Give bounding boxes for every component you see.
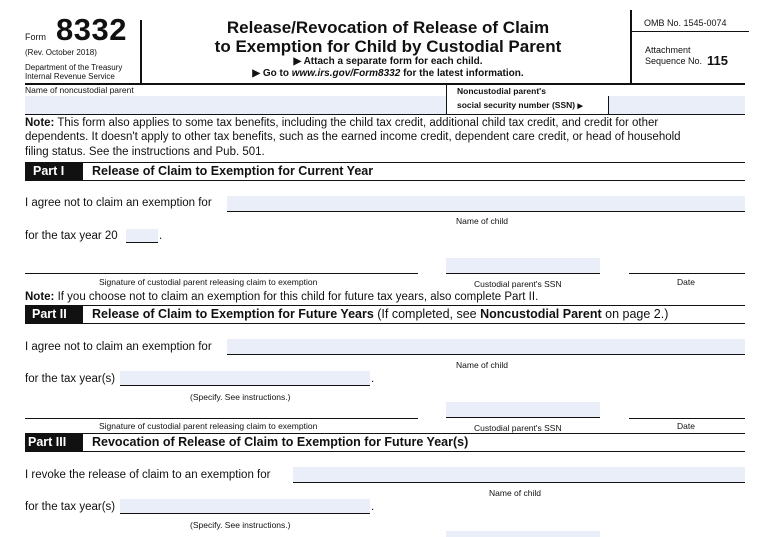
form-number: 8332 bbox=[56, 12, 127, 47]
instruction-attach bbox=[150, 56, 626, 67]
instruction-attach-text: Attach a separate form for each child. bbox=[303, 56, 483, 67]
note-part2-reminder bbox=[25, 291, 538, 303]
part2-signature-caption: Signature of custodial parent releasing claim to exemption bbox=[99, 421, 318, 431]
note-text-1: This form also applies to some tax benefits, including the child tax credit, additional child tax credit, and credit for other bbox=[54, 117, 659, 129]
instruction-website-prefix: Go to bbox=[262, 68, 292, 79]
department-line: Department of the Treasury bbox=[25, 63, 123, 72]
part1-signature-caption: Signature of custodial parent releasing claim to exemption bbox=[99, 277, 318, 287]
part2-tax-years-input[interactable] bbox=[120, 371, 370, 386]
part2-tax-years-label: for the tax year(s) bbox=[25, 373, 116, 385]
instruction-website bbox=[150, 68, 626, 79]
sequence-label: Sequence No. bbox=[645, 56, 703, 66]
part2-custodial-ssn-input[interactable] bbox=[446, 402, 600, 418]
irs-line: Internal Revenue Service bbox=[25, 72, 115, 81]
part2-child-name-input[interactable] bbox=[227, 339, 745, 355]
part1-child-name-caption: Name of child bbox=[456, 216, 508, 226]
attachment-label: Attachment bbox=[645, 45, 691, 55]
part3-tax-years-period: . bbox=[371, 501, 375, 513]
parent-row-bottom-rule bbox=[25, 114, 745, 115]
part1-custodial-ssn-input[interactable] bbox=[446, 258, 600, 274]
sequence-number: 115 bbox=[707, 53, 728, 68]
part3-specify-caption: (Specify. See instructions.) bbox=[190, 520, 291, 530]
part1-header bbox=[25, 162, 745, 181]
part3-badge: Part III bbox=[25, 434, 83, 451]
part2-date-line[interactable] bbox=[629, 418, 745, 419]
triangle-bullet-icon: ▶ bbox=[252, 68, 261, 79]
irs-website-link[interactable]: www.irs.gov/Form8332 bbox=[291, 68, 401, 79]
part1-date-caption: Date bbox=[677, 277, 695, 287]
part1-tax-year-label: for the tax year 20 bbox=[25, 230, 118, 242]
note-part2-text: If you choose not to claim an exemption for this child for future tax years, also complete Part II. bbox=[54, 291, 539, 303]
noncustodial-ssn-label-line1: Noncustodial parent's bbox=[457, 86, 546, 96]
header-divider-left bbox=[140, 20, 142, 83]
triangle-bullet-icon: ▶ bbox=[577, 103, 583, 110]
note-line-2: dependents. It doesn't apply to other tax benefits, such as the earned income credit, dependent care credit, or head of household bbox=[25, 131, 681, 143]
noncustodial-ssn-label-line2 bbox=[457, 100, 583, 110]
part2-specify-caption: (Specify. See instructions.) bbox=[190, 392, 291, 402]
omb-number: OMB No. 1545-0074 bbox=[644, 18, 727, 28]
part3-custodial-ssn-input[interactable] bbox=[446, 531, 600, 537]
part2-title-tail-bold: Noncustodial Parent bbox=[480, 307, 602, 321]
part3-tax-years-label: for the tax year(s) bbox=[25, 501, 116, 513]
triangle-bullet-icon: ▶ bbox=[293, 56, 302, 67]
note-line-1 bbox=[25, 117, 658, 129]
part2-title bbox=[92, 306, 668, 323]
noncustodial-ssn-label-text: social security number (SSN) bbox=[457, 100, 576, 110]
part1-badge: Part I bbox=[25, 163, 83, 180]
noncustodial-ssn-input[interactable] bbox=[609, 96, 745, 114]
noncustodial-name-label: Name of noncustodial parent bbox=[25, 85, 134, 95]
part3-child-name-caption: Name of child bbox=[489, 488, 541, 498]
form-word: Form bbox=[25, 32, 46, 42]
form-revision: (Rev. October 2018) bbox=[25, 48, 97, 57]
part2-title-tail-1: (If completed, see bbox=[373, 307, 481, 321]
part2-title-main: Release of Claim to Exemption for Future Years bbox=[92, 307, 374, 321]
part1-agree-label: I agree not to claim an exemption for bbox=[25, 197, 212, 209]
part2-child-name-caption: Name of child bbox=[456, 360, 508, 370]
part1-title: Release of Claim to Exemption for Current Year bbox=[92, 164, 374, 178]
part3-revoke-label: I revoke the release of claim to an exemption for bbox=[25, 469, 271, 481]
part1-signature-line[interactable] bbox=[25, 273, 418, 274]
part2-tax-years-period: . bbox=[371, 373, 375, 385]
part1-child-name-input[interactable] bbox=[227, 196, 745, 212]
part2-badge: Part II bbox=[25, 306, 83, 323]
part2-signature-line[interactable] bbox=[25, 418, 418, 419]
part2-date-caption: Date bbox=[677, 421, 695, 431]
part2-title-tail-2: on page 2.) bbox=[601, 307, 669, 321]
noncustodial-name-input[interactable] bbox=[25, 96, 446, 114]
part3-child-name-input[interactable] bbox=[293, 467, 745, 483]
part1-tax-year-input[interactable] bbox=[126, 229, 158, 243]
part1-tax-year-period: . bbox=[159, 230, 163, 242]
instruction-website-suffix: for the latest information. bbox=[400, 68, 524, 79]
note-line-3: filing status. See the instructions and Pub. 501. bbox=[25, 146, 265, 158]
part1-date-line[interactable] bbox=[629, 273, 745, 274]
part3-tax-years-input[interactable] bbox=[120, 499, 370, 514]
omb-underline bbox=[631, 31, 749, 32]
part2-agree-label: I agree not to claim an exemption for bbox=[25, 341, 212, 353]
name-ssn-divider bbox=[446, 84, 447, 114]
part3-header bbox=[25, 433, 745, 452]
form-title-line1: Release/Revocation of Release of Claim bbox=[226, 18, 550, 37]
part3-title: Revocation of Release of Claim to Exemption for Future Year(s) bbox=[92, 435, 469, 449]
part2-ssn-caption: Custodial parent's SSN bbox=[474, 423, 562, 433]
part1-ssn-caption: Custodial parent's SSN bbox=[474, 279, 562, 289]
note-label: Note: bbox=[25, 117, 55, 129]
part2-header bbox=[25, 305, 745, 324]
note-label: Note: bbox=[25, 291, 55, 303]
header-divider-right bbox=[630, 10, 632, 83]
form-title-line2: to Exemption for Child by Custodial Parent bbox=[214, 37, 562, 56]
